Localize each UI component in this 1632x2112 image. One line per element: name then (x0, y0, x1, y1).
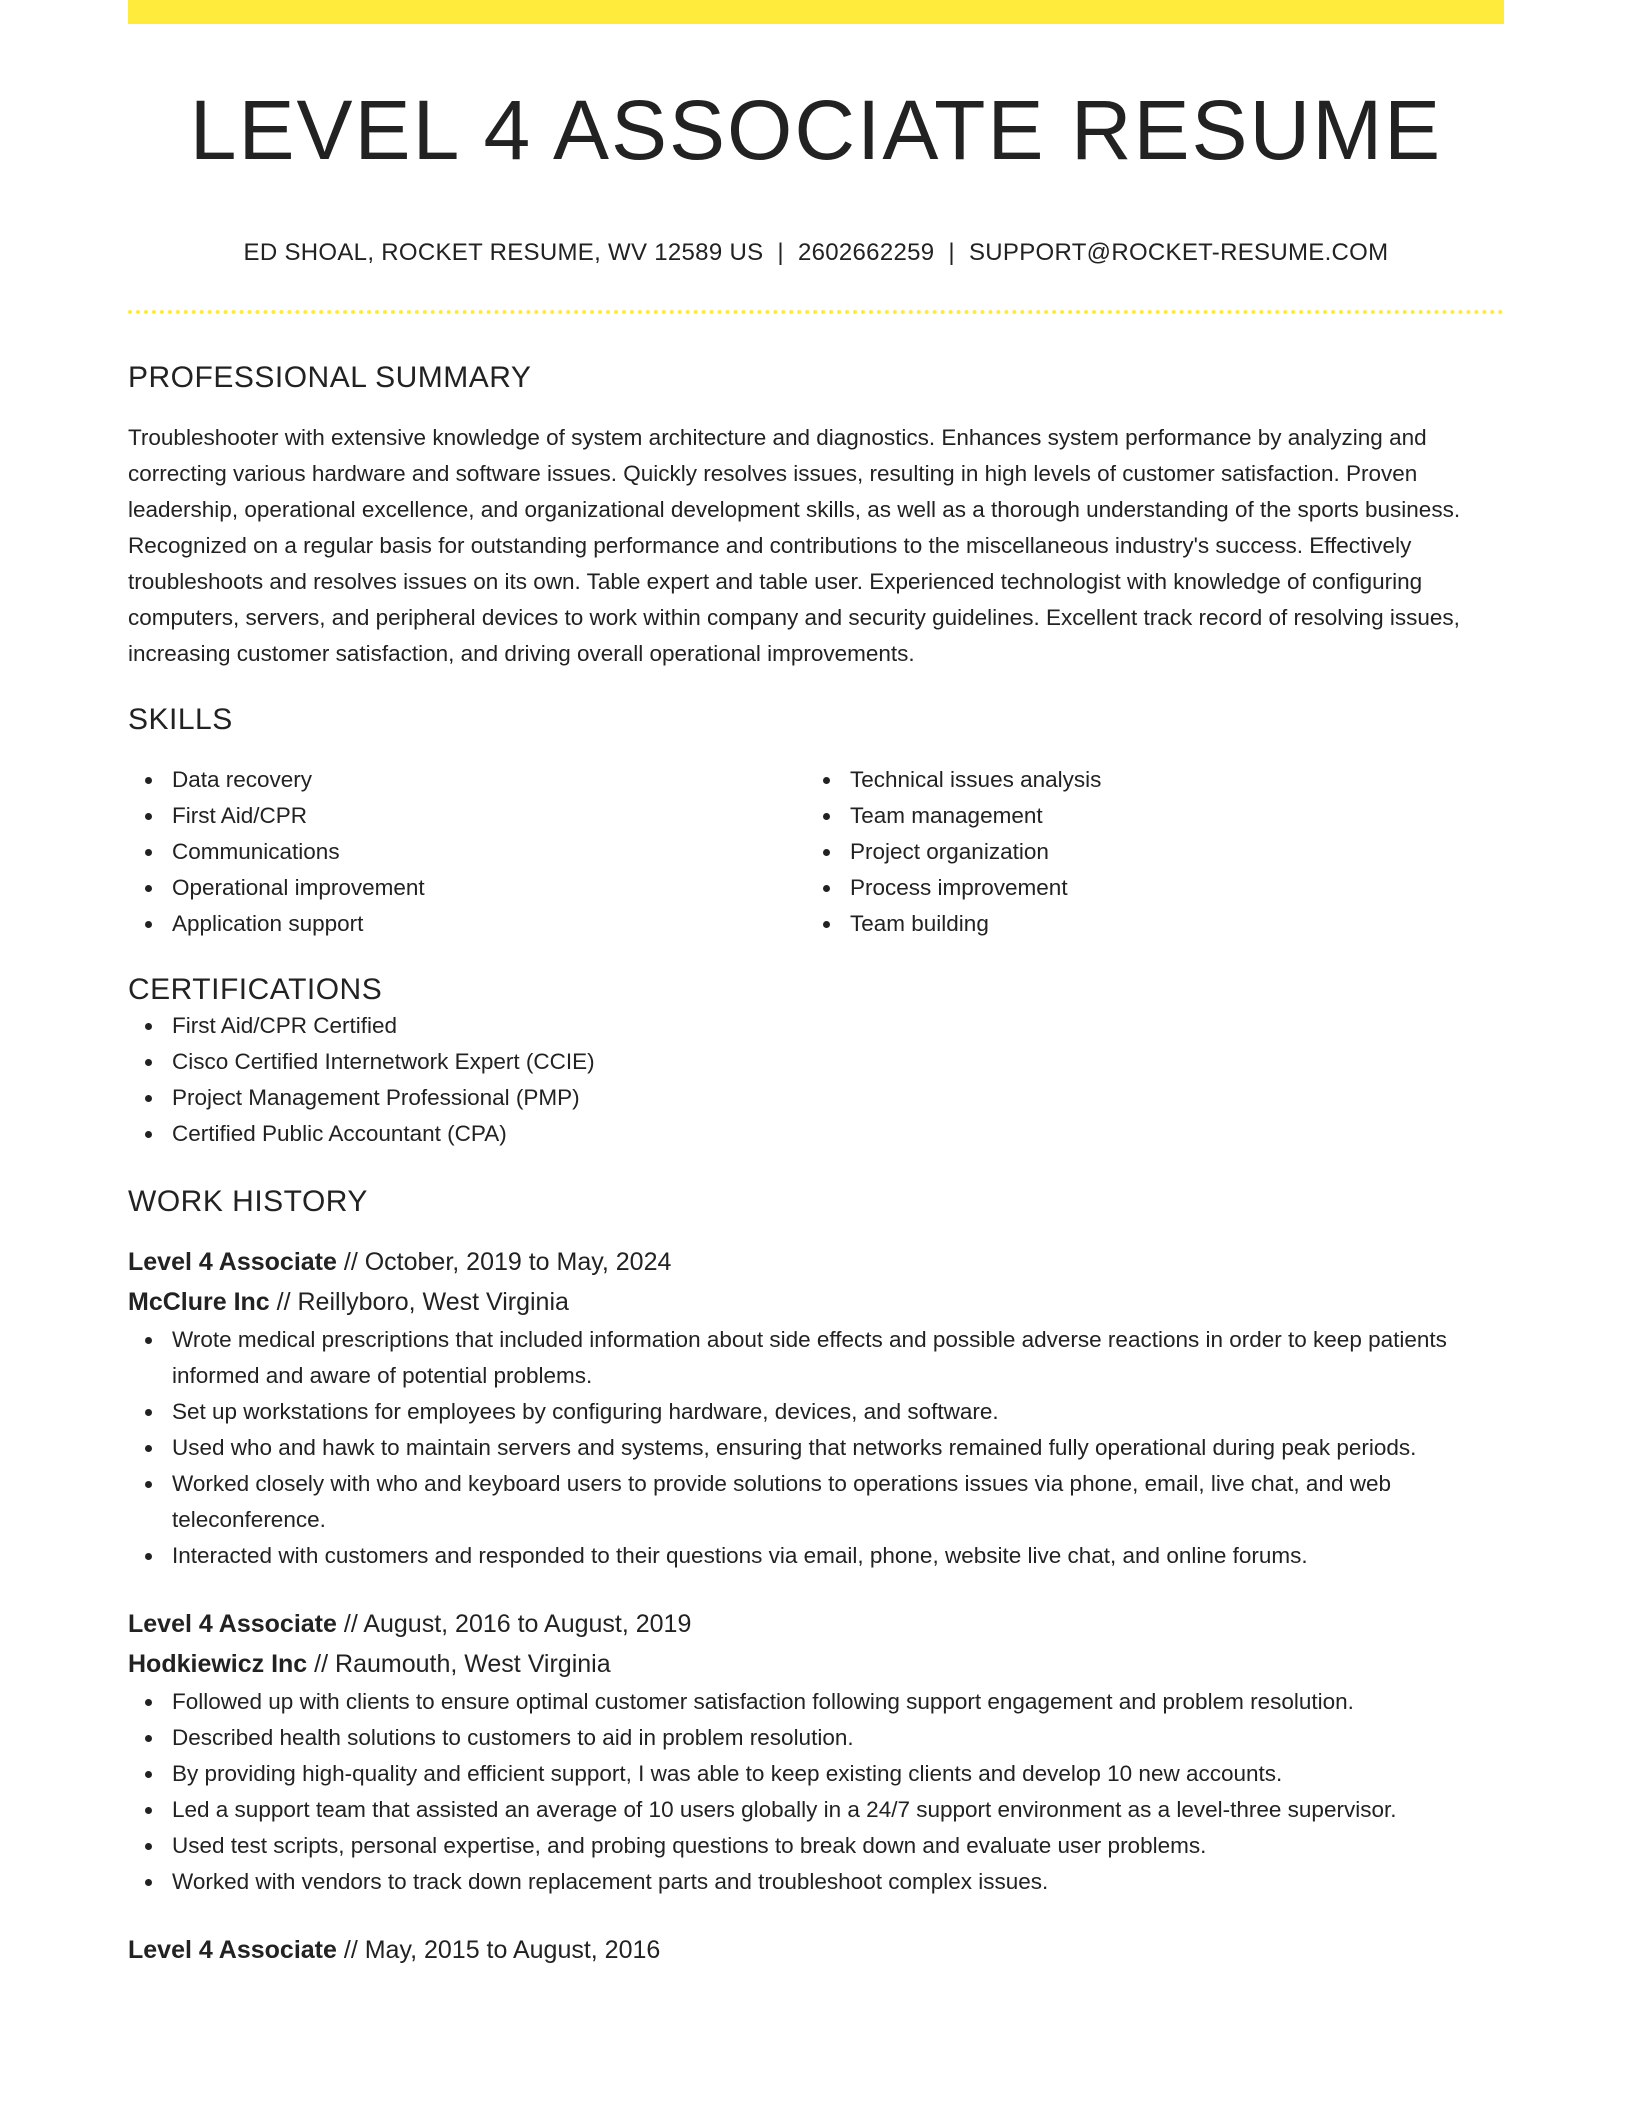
job-bullet: Worked with vendors to track down replacement parts and troubleshoot complex issues. (172, 1864, 1504, 1900)
job-bullet: By providing high-quality and efficient support, I was able to keep existing clients and develop 10 new accounts. (172, 1756, 1504, 1792)
job-bullet: Described health solutions to customers to aid in problem resolution. (172, 1720, 1504, 1756)
summary-heading: PROFESSIONAL SUMMARY (128, 361, 532, 394)
job-title-line (128, 1242, 1504, 1282)
job-bullets (128, 1684, 1504, 1900)
resume-page (128, 0, 1504, 1970)
job-title-line (128, 1604, 1504, 1644)
contact-phone: 2602662259 (797, 239, 935, 266)
job-entry (128, 1604, 1504, 1900)
job-dates: October, 2019 to May, 2024 (364, 1248, 672, 1276)
job-company-line (128, 1644, 1504, 1684)
job-bullet: Interacted with customers and responded to their questions via email, phone, website live chat, and online forums. (172, 1538, 1504, 1574)
skill-item: Application support (172, 906, 806, 942)
job-company: Hodkiewicz Inc (128, 1650, 308, 1678)
contact-email: SUPPORT@ROCKET-RESUME.COM (968, 239, 1389, 266)
contact-separator: | (948, 239, 955, 266)
job-bullet: Used test scripts, personal expertise, and probing questions to break down and evaluate user problems. (172, 1828, 1504, 1864)
skill-item: Process improvement (850, 870, 1484, 906)
job-entry (128, 1930, 1504, 1970)
skill-item: Team management (850, 798, 1484, 834)
job-entry (128, 1242, 1504, 1574)
skill-item: Operational improvement (172, 870, 806, 906)
certification-item: Cisco Certified Internetwork Expert (CCIE) (172, 1044, 1504, 1080)
skill-item: Technical issues analysis (850, 762, 1484, 798)
job-bullet: Followed up with clients to ensure optimal customer satisfaction following support engagement and problem resolution. (172, 1684, 1504, 1720)
job-divider: // (336, 1936, 365, 1964)
job-bullet: Led a support team that assisted an average of 10 users globally in a 24/7 support environment as a level-three supervisor. (172, 1792, 1504, 1828)
job-dates: May, 2015 to August, 2016 (364, 1936, 661, 1964)
job-bullet: Wrote medical prescriptions that included information about side effects and possible adverse reactions in order to keep patients informed and aware of potential problems. (172, 1322, 1504, 1394)
skills-column-left (128, 762, 806, 942)
accent-top-bar (128, 0, 1504, 24)
job-bullets (128, 1322, 1504, 1574)
skills-grid (128, 762, 1504, 942)
contact-address: ED SHOAL, ROCKET RESUME, WV 12589 US (243, 239, 764, 266)
summary-text: Troubleshooter with extensive knowledge of system architecture and diagnostics. Enhances system performance by analyzing and correcting various hardware and software issues. Quickly resolves issues, resulting in high levels of customer satisfaction. Proven leadership, operational excellence, and organizational development skills, as well as a thorough understanding of the sports business. Recognized on a regular basis for outstanding performance and contributions to the miscellaneous industry's success. Effectively troubleshoots and resolves issues on its own. Table expert and table user. Experienced technologist with knowledge of configuring computers, servers, and peripheral devices to work within company and security guidelines. Excellent track record of resolving issues, increasing customer satisfaction, and driving overall operational improvements. (128, 425, 1461, 666)
certification-item: First Aid/CPR Certified (172, 1008, 1504, 1044)
skill-item: First Aid/CPR (172, 798, 806, 834)
job-divider: // (269, 1288, 298, 1316)
certification-item: Project Management Professional (PMP) (172, 1080, 1504, 1116)
skill-item: Project organization (850, 834, 1484, 870)
job-title: Level 4 Associate (128, 1248, 337, 1276)
skills-heading: SKILLS (128, 703, 233, 736)
work-history-heading: WORK HISTORY (128, 1185, 368, 1218)
job-title-line (128, 1930, 1504, 1970)
skill-item: Data recovery (172, 762, 806, 798)
job-divider: // (336, 1610, 364, 1638)
job-dates: August, 2016 to August, 2019 (363, 1610, 692, 1638)
skills-column-right (806, 762, 1484, 942)
job-bullet: Worked closely with who and keyboard users to provide solutions to operations issues via phone, email, live chat, and web teleconference. (172, 1466, 1504, 1538)
job-title: Level 4 Associate (128, 1610, 337, 1638)
header-divider (128, 310, 1504, 314)
skill-item: Communications (172, 834, 806, 870)
certification-item: Certified Public Accountant (CPA) (172, 1116, 1504, 1152)
contact-separator: | (777, 239, 784, 266)
job-company: McClure Inc (128, 1288, 270, 1316)
skill-item: Team building (850, 906, 1484, 942)
job-divider: // (307, 1650, 336, 1678)
certifications-list (128, 1008, 1504, 1152)
job-title: Level 4 Associate (128, 1936, 337, 1964)
job-location: Reillyboro, West Virginia (297, 1288, 569, 1316)
job-bullet: Used who and hawk to maintain servers and systems, ensuring that networks remained fully operational during peak periods. (172, 1430, 1504, 1466)
job-company-line (128, 1282, 1504, 1322)
job-bullet: Set up workstations for employees by configuring hardware, devices, and software. (172, 1394, 1504, 1430)
job-divider: // (336, 1248, 365, 1276)
contact-line (128, 238, 1504, 268)
certifications-heading: CERTIFICATIONS (128, 973, 383, 1006)
job-location: Raumouth, West Virginia (335, 1650, 611, 1678)
page-title: LEVEL 4 ASSOCIATE RESUME (189, 83, 1443, 177)
